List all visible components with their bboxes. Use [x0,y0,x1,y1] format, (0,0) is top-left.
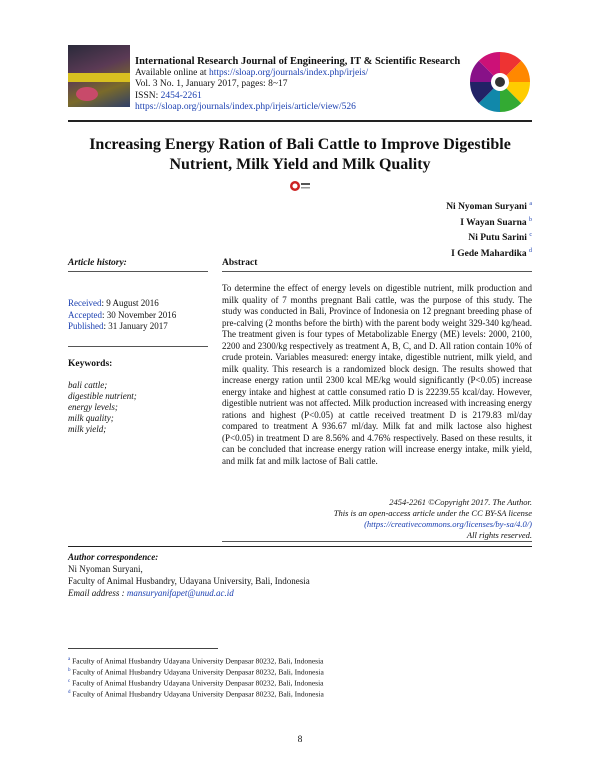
abstract-text: To determine the effect of energy levels on digestible nutrient, milk production and milk quality of 7 months pregnant Bali cattle, was the purpose of this study. The study was conducted in Bali, Province of Indonesia on 12 pregnant breeding phase of pre-calving (2 months before the birth) with the parent body weight 329-340 kg/head. The treatment given is four types of Metabolizable Energy (ME) levels: 2000, 2100, 2200 and 2300/kg respectively as treatment A, B, C, and D. All ration contain 10% of crude protein. Variables measured: energy intake, digestible nutrient, milk yield, and milk quality. This research is a randomized block design. The results showed that increase energy ration until 2300 kcal ME/kg would significantly (P<0.05) increase energy intake and highest at cattle consumed ratio D is 22239.55 kcal/day. However, digestible nutrient was not affected. Milk production increased with increasing energy rations and highest (P<0.05) at cattle received treatment D is 2179.83 ml/day compared to treatment A 936.67 ml/day. Milk fat and milk lactose also highest (P<0.05) in treatment D are 8.56% and 4.76% respectively. Based on these results, it can be concluded that increase energy ration will increase energy intake, milk yield, and milk fat and milk lactose of Bali cattle. [222,283,532,466]
journal-cover-thumbnail [68,45,130,107]
abstract-heading: Abstract [222,258,258,268]
paper-title [68,135,532,175]
section-divider [68,546,532,547]
accepted-date: : 30 November 2016 [101,309,177,320]
author-1: Ni Nyoman Suryani $^a$ [446,201,532,213]
correspondence-heading: Author correspondence: [68,552,159,562]
abstract-divider [222,271,532,272]
page-number: 8 [297,735,303,745]
title-line-1: Increasing Energy Ration of Bali Cattle to Improve Digestible [89,136,511,153]
abstract-bottom-divider [222,541,532,542]
email-label: Email address : [68,588,127,598]
history-divider [68,271,208,272]
author-4: I Gede Mahardika $^d$ [451,247,532,260]
footnote-item: $^d$ Faculty of Animal Husbandry Udayana University Denpasar 80232, Bali, Indonesia [68,689,324,699]
published-date: : 31 January 2017 [103,321,168,331]
keyword-item: energy levels; [68,402,118,412]
title-line-2: Nutrient, Milk Yield and Milk Quality [169,156,431,173]
footnote-item: $^b$ Faculty of Animal Husbandry Udayana University Denpasar 80232, Bali, Indonesia [68,667,324,677]
accepted-label: Accepted [68,309,102,320]
journal-logo-wheel-icon [468,50,532,114]
keyword-item: milk quality; [68,413,114,423]
copyright-line: 2454-2261 ©Copyright 2017. The Author. [389,497,532,507]
correspondence-name: Ni Nyoman Suryani, [68,564,143,574]
author-3: Ni Putu Sarini $^c$ [468,232,532,244]
header-divider [68,120,532,122]
keyword-item: bali cattle; [68,380,108,390]
volume-info: Vol. 3 No. 1, January 2017, pages: 8~17 [135,79,288,89]
journal-name: International Research Journal of Engineering, IT & Scientific Research [135,56,461,67]
license-line: This is an open-access article under the CC BY-SA license [333,508,532,518]
issn-label: ISSN: [135,90,161,101]
issn-link[interactable]: 2454-2261 [160,90,202,101]
correspondence-affiliation: Faculty of Animal Husbandry, Udayana University, Bali, Indonesia [68,576,310,586]
email-link[interactable]: mansuryanifapet@unud.ac.id [126,588,234,598]
author-list [446,198,532,261]
available-prefix: Available online at [135,67,209,78]
keyword-item: digestible nutrient; [68,391,137,401]
footnote-item: $^a$ Faculty of Animal Husbandry Udayana University Denpasar 80232, Bali, Indonesia [68,656,324,666]
author-correspondence [68,551,310,599]
article-history [68,298,176,333]
rights-line: All rights reserved. [466,530,532,540]
keyword-item: milk yield; [68,424,107,434]
received-label: Received [68,298,102,308]
footnote-rule [68,648,218,649]
author-2: I Wayan Suarna $^b$ [460,216,532,228]
journal-header [135,56,460,114]
keywords-heading: Keywords: [68,359,113,369]
crossmark-icon[interactable] [289,177,311,195]
received-date: : 9 August 2016 [101,298,159,308]
published-label: Published [68,321,104,331]
copyright-block [334,497,532,541]
journal-url-link[interactable]: https://sloap.org/journals/index.php/irjeis/ [208,67,369,78]
footnote-item: $^c$ Faculty of Animal Husbandry Udayana University Denpasar 80232, Bali, Indonesia [68,678,324,688]
article-url-link[interactable]: https://sloap.org/journals/index.php/irjeis/article/view/526 [135,102,356,112]
article-history-heading: Article history: [68,258,127,268]
footnotes [68,655,324,699]
license-link[interactable]: (https://creativecommons.org/licenses/by-sa/4.0/) [364,519,532,529]
keywords-top-divider [68,346,208,347]
keyword-list [68,380,137,435]
